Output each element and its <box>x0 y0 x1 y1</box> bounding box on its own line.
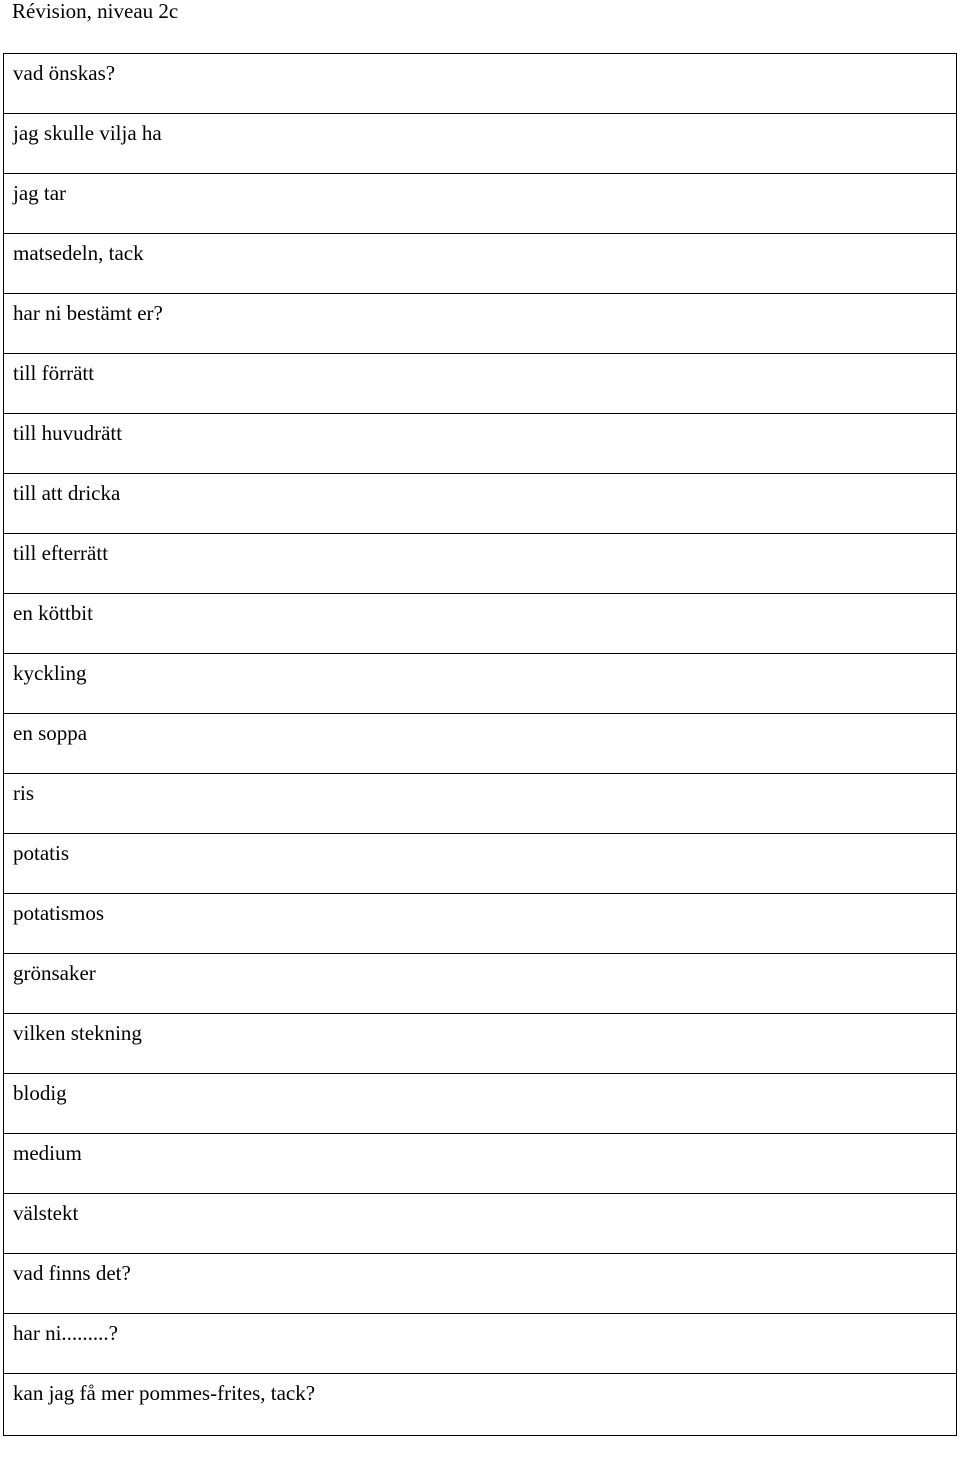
table-cell <box>4 294 957 354</box>
table-cell <box>4 1014 957 1074</box>
table-row <box>4 114 957 174</box>
table-row <box>4 654 957 714</box>
row-text: matsedeln, tack <box>13 241 144 265</box>
table-cell <box>4 594 957 654</box>
table-cell <box>4 1254 957 1314</box>
table-cell <box>4 1074 957 1134</box>
table-cell <box>4 1314 957 1374</box>
table-cell <box>4 54 957 114</box>
table-cell <box>4 1374 957 1436</box>
table-row <box>4 1014 957 1074</box>
table-row <box>4 834 957 894</box>
table-row <box>4 894 957 954</box>
row-text: medium <box>13 1141 82 1165</box>
table-cell <box>4 774 957 834</box>
table-cell <box>4 894 957 954</box>
table-cell <box>4 474 957 534</box>
row-text: till huvudrätt <box>13 421 123 445</box>
row-text: blodig <box>13 1081 67 1105</box>
table-row <box>4 594 957 654</box>
row-text: en köttbit <box>13 601 93 625</box>
table-cell <box>4 1194 957 1254</box>
table-row <box>4 294 957 354</box>
table-row <box>4 1314 957 1374</box>
row-text: potatis <box>13 841 69 865</box>
table-cell <box>4 1134 957 1194</box>
table-row <box>4 534 957 594</box>
table-row <box>4 234 957 294</box>
row-text: grönsaker <box>13 961 96 985</box>
row-text: till förrätt <box>13 361 95 385</box>
table-row <box>4 1134 957 1194</box>
table-cell <box>4 834 957 894</box>
table-row <box>4 174 957 234</box>
table-cell <box>4 534 957 594</box>
row-text: vilken stekning <box>13 1021 142 1045</box>
table-row <box>4 54 957 114</box>
table-cell <box>4 654 957 714</box>
table-cell <box>4 714 957 774</box>
table-row <box>4 774 957 834</box>
table-row <box>4 1254 957 1314</box>
row-text: kyckling <box>13 661 87 685</box>
row-text: jag skulle vilja ha <box>13 121 162 145</box>
table-row <box>4 1194 957 1254</box>
table-cell <box>4 414 957 474</box>
row-text: vad finns det? <box>13 1261 131 1285</box>
row-text: till att dricka <box>13 481 121 505</box>
table-row <box>4 714 957 774</box>
row-text: en soppa <box>13 721 88 745</box>
row-text: har ni bestämt er? <box>13 301 163 325</box>
row-text: jag tar <box>13 181 67 205</box>
table-cell <box>4 114 957 174</box>
table-row <box>4 1374 957 1436</box>
row-text: vad önskas? <box>13 61 116 85</box>
row-text: välstekt <box>13 1201 79 1225</box>
row-text: till efterrätt <box>13 541 109 565</box>
row-text: potatismos <box>13 901 105 925</box>
row-text: kan jag få mer pommes-frites, tack? <box>13 1381 316 1405</box>
row-text: ris <box>13 781 34 805</box>
table-row <box>4 954 957 1014</box>
table-cell <box>4 174 957 234</box>
table-row <box>4 474 957 534</box>
table-cell <box>4 234 957 294</box>
table-cell <box>4 354 957 414</box>
table-cell <box>4 954 957 1014</box>
page-title: Révision, niveau 2c <box>12 0 179 23</box>
table-row <box>4 1074 957 1134</box>
table-row <box>4 414 957 474</box>
vocabulary-table <box>3 53 957 1436</box>
table-row <box>4 354 957 414</box>
row-text: har ni.........? <box>13 1321 118 1345</box>
